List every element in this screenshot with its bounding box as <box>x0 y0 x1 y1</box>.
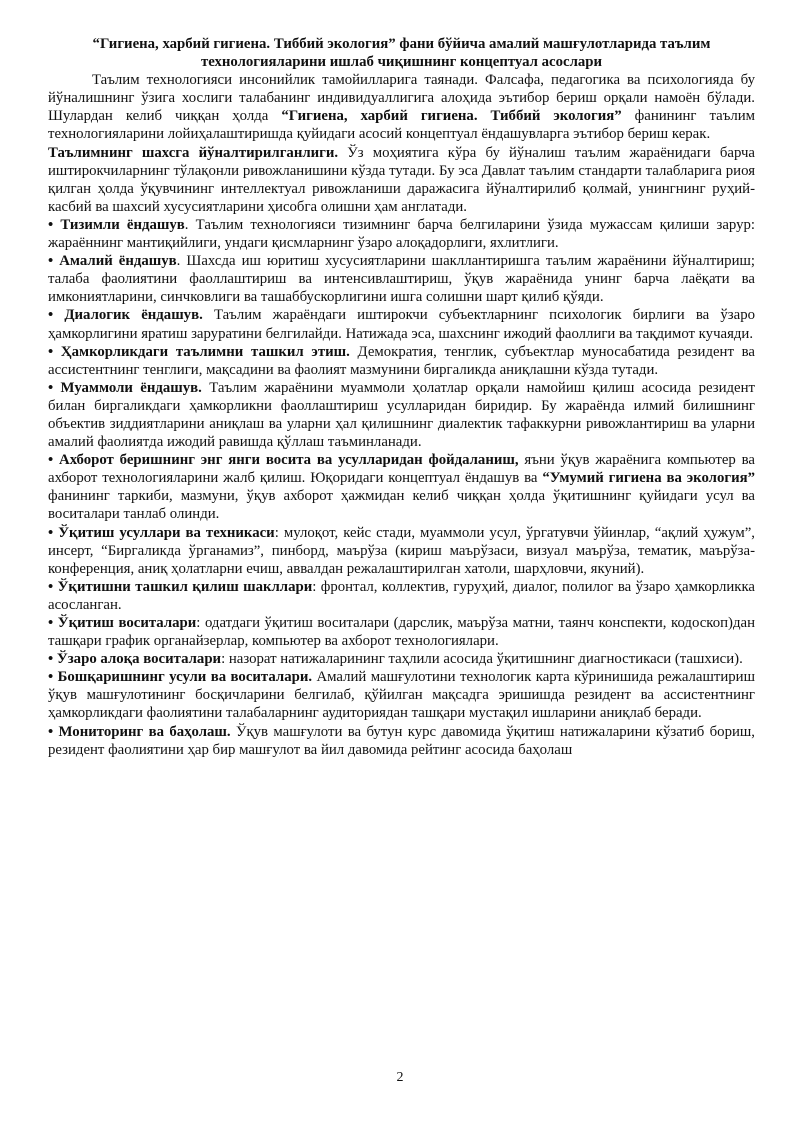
paragraph-bold-course: “Умумий гигиена ва экология” <box>542 470 755 487</box>
paragraph-heading: • Ўқитиш усуллари ва техникаси <box>48 524 275 541</box>
paragraph-text: Таълим жараёнини муаммоли ҳолатлар орқали намойиш қилиш асосида резидент билан биргаликдаги ҳамкорликни фаоллаштириш усулларидан биридир. Бу жараёнда илмий билишнинг объектив зиддиятларини аниқлаш ва уларни ҳал қилишнинг диалектик тафаккурни ривожлантириш ва уларни амалий фаолиятда ижодий равишда қўллаш таъминланади. <box>48 379 755 451</box>
paragraph-heading: • Ўқитишни ташкил қилиш шакллари <box>48 578 313 595</box>
paragraph-text: Таълим жараёндаги иштирокчи субъектларнинг психологик бирлиги ва ўзаро ҳамкорлигини яратиш заруратини белгилайди. Натижада эса, шахснинг ижодий фаоллиги ва тақдимот кучаяди. <box>48 307 755 342</box>
paragraph-heading: • Ўзаро алоқа воситалари <box>48 651 222 668</box>
paragraph-feedback-tools <box>48 650 755 668</box>
paragraph-problem-approach <box>48 379 755 451</box>
paragraph-text: Демократия, тенглик, субъектлар муносабатида резидент ва ассистентнинг тенглиги, мақсадини ва фаолият мазмунини биргаликда аниқлашни кўзда тутади. <box>48 343 756 378</box>
paragraph-text: фанининг таркиби, мазмуни, ўқув ахборот ҳажмидан келиб чиққан ҳолда ўқитишнинг қуйидаги усул ва воситалари танлаб олинди. <box>48 488 755 523</box>
document-title: “Гигиена, харбий гигиена. Тиббий экология” фани бўйича амалий машғулотларида таълим технологияларини ишлаб чиқишнинг концептуал асослари <box>92 36 711 71</box>
paragraph-heading: • Тизимли ёндашув <box>48 216 185 233</box>
intro-paragraph <box>48 71 755 143</box>
paragraph-text: яъни ўқув жараёнига компьютер ва ахборот технологияларини жалб қилиш. Юқоридаги концептуал ёндашув ва <box>48 452 755 487</box>
paragraph-text: . Таълим технологияси тизимнинг барча белгиларини ўзида мужассам қилиши зарур: жараённинг мантиқийлиги, ундаги қисмларнинг ўзаро алоқадорлиги, яхлитлиги. <box>48 216 755 252</box>
paragraph-practical-approach <box>48 252 755 306</box>
intro-text-1: Таълим технологияси инсонийлик тамойилларига таянади. Фалсафа, педагогика ва психологияда бу йўналишнинг ўзига хослиги талабанинг индивидуаллигига алоҳида эътибор бериш орқали намоён бўлади. Шулардан келиб чиққан ҳолда <box>48 72 755 125</box>
paragraph-heading: • Муаммоли ёндашув. <box>48 379 202 396</box>
paragraph-text: : одатдаги ўқитиш воситалари (дарслик, маърўза матни, таянч конспекти, кодоскоп)дан ташқари график органайзерлар, компьютер ва ахборот технологиялари. <box>48 615 755 650</box>
document-page <box>48 35 755 759</box>
paragraph-teaching-tools <box>48 614 755 650</box>
paragraph-heading: • Ахборот беришнинг энг янги восита ва усулларидан фойдаланиш, <box>48 452 519 469</box>
intro-bold: “Гигиена, харбий гигиена. Тиббий экология” <box>281 108 622 125</box>
paragraph-cooperative-learning <box>48 343 755 379</box>
paragraph-heading: • Ҳамкорликдаги таълимни ташкил этиш. <box>48 343 350 360</box>
paragraph-teaching-forms <box>48 578 755 614</box>
paragraph-teaching-methods <box>48 524 755 578</box>
page-number: 2 <box>396 1070 404 1085</box>
paragraph-heading: • Ўқитиш воситалари <box>48 615 197 631</box>
paragraph-text: Ўқув машғулоти ва бутун курс давомида ўқитиш натижаларини кўзатиб бориш, резидент фаолиятини ҳар бир машғулот ва йил давомида рейтинг асосида баҳолаш <box>48 723 755 758</box>
paragraph-information-tools <box>48 451 755 523</box>
paragraph-heading: • Диалогик ёндашув. <box>48 307 203 324</box>
paragraph-management <box>48 668 755 722</box>
paragraph-text: : назорат натижаларининг таҳлили асосида ўқитишнинг диагностикаси (ташхиси). <box>221 651 743 668</box>
paragraph-text: : мулоқот, кейс стади, муаммоли усул, ўргатувчи ўйинлар, “ақлий ҳужум”, инсерт, “Биргаликда ўрганамиз”, пинборд, маърўза (кириш маърўзаси, визуал маърўза, тематик, маърўза-конференция, аниқ ҳолатларни ечиш, аввалдан режалаштирилган хатоли, шарҳловчи, якуний). <box>48 524 755 577</box>
paragraph-dialogic-approach <box>48 306 755 342</box>
paragraph-person-oriented <box>48 144 755 216</box>
intro-text-2: фанининг таълим технологияларини лойиҳалаштиришда қуйидаги асосий концептуал ёндашувларга эътибор бериш керак. <box>48 108 756 143</box>
paragraph-monitoring <box>48 723 755 759</box>
paragraph-heading: • Бошқаришнинг усули ва воситалари. <box>48 669 313 686</box>
paragraph-text: : фронтал, коллектив, гуруҳий, диалог, полилог ва ўзаро ҳамкорликка асосланган. <box>48 578 755 613</box>
paragraph-system-approach <box>48 216 755 252</box>
paragraph-text: Ўз моҳиятига кўра бу йўналиш таълим жараёнидаги барча иштирокчиларнинг тўлақонли ривожланишини кўзда тутади. Бу эса Давлат таълим стандарти талабларига риоя қилган ҳолда ўқувчининг интеллектуал ривожланиши даражасига йўналтирилиб қолмай, унингнинг руҳий-касбий ва шахсий хусусиятларини ҳисобга олишни ҳам англатади. <box>48 144 755 215</box>
paragraph-text: . Шахсда иш юритиш хусусиятларини шакллантиришга таълим жараёнини йўналтириш; талаба фаолиятини фаоллаштириш ва интенсивлаштириш, ўқув жараёнида унинг барча лаёқати ва имкониятларини, синчковлиги ва ташаббускорлигини ишга солишни шарт қилиб қўяди. <box>48 253 755 306</box>
paragraph-heading: Таълимнинг шахсга йўналтирилганлиги. <box>48 144 339 161</box>
paragraph-text: Амалий машғулотини технологик карта кўринишида режалаштириш ўқув машғулотининг босқичларини белгилаб, қўйилган мақсадга эришишда резидент ва ассистентнинг ҳамкорликдаги фаолиятини талабаларнинг аудиториядан ташқари мустақил ишларини аниқлаб беради. <box>48 669 755 722</box>
paragraph-heading: • Мониторинг ва баҳолаш. <box>48 723 231 740</box>
paragraph-heading: • Амалий ёндашув <box>48 253 177 270</box>
